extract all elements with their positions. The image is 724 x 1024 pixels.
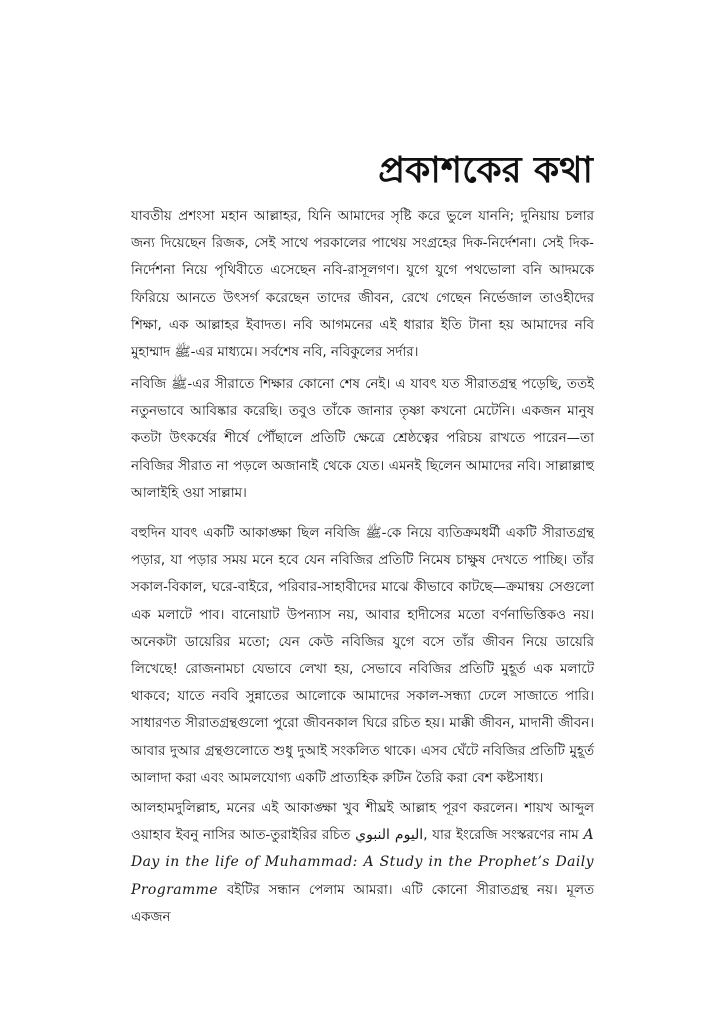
arabic-book-title: اليوم النبوي [355,827,424,844]
paragraph-2: নবিজি ﷺ-এর সীরাতে শিক্ষার কোনো শেষ নেই। এ যাবৎ যত সীরাতগ্রন্থ পড়েছি, ততই নতুনভাবে আবিষ্কার করেছি। তবুও তাঁকে জানার তৃষ্ণা কখনো মেটেনি। একজন মানুষ কতটা উৎকর্ষের শীর্ষে পৌঁছালে প্রতিটি ক্ষেত্রে শ্রেষ্ঠত্বের পরিচয় রাখতে পারেন—তা নবিজির সীরাত না পড়লে অজানাই থেকে যেত। এমনই ছিলেন আমাদের নবি। সাল্লাল্লাহু আলাইহি ওয়া সাল্লাম। [131,377,594,501]
paragraph-4-middle: , যার ইংরেজি সংস্করণের নাম [423,828,584,844]
chapter-title: প্রকাশকের কথা [378,150,593,191]
paragraph-4 [131,795,594,931]
paragraph-1: যাবতীয় প্রশংসা মহান আল্লাহর, যিনি আমাদের সৃষ্টি করে ভুলে যাননি; দুনিয়ায় চলার জন্য দিয়েছেন রিজক, সেই সাথে পরকালের পাথেয় সংগ্রহের দিক-নির্দেশনা। সেই দিক-নির্দেশনা নিয়ে পৃথিবীতে এসেছেন নবি-রাসূলগণ। যুগে যুগে পথভোলা বনি আদমকে ফিরিয়ে আনতে উৎসর্গ করেছেন তাদের জীবন, রেখে গেছেন নির্ভেজাল তাওহীদের শিক্ষা, এক আল্লাহর ইবাদত। নবি আগমনের এই ধারার ইতি টানা হয় আমাদের নবি মুহাম্মাদ ﷺ-এর মাধ্যমে। সর্বশেষ নবি, নবিকুলের সর্দার। [131,209,594,361]
paragraph-3: বহুদিন যাবৎ একটি আকাঙ্ক্ষা ছিল নবিজি ﷺ-কে নিয়ে ব্যতিক্রমধর্মী একটি সীরাতগ্রন্থ পড়ার, যা পড়ার সময় মনে হবে যেন নবিজির প্রতিটি নিমেষ চাক্ষুষ দেখতে পাচ্ছি। তাঁর সকাল-বিকাল, ঘরে-বাইরে, পরিবার-সাহাবীদের মাঝে কীভাবে কাটছে—ক্রমান্বয় সেগুলো এক মলাটে পাব। বানোয়াট উপন্যাস নয়, আবার হাদীসের মতো বর্ণনাভিত্তিকও নয়। অনেকটা ডায়েরির মতো; যেন কেউ নবিজির যুগে বসে তাঁর জীবন নিয়ে ডায়েরি লিখেছে! রোজনামচা যেভাবে লেখা হয়, সেভাবে নবিজির প্রতিটি মুহূর্ত এক মলাটে থাকবে; যাতে নববি সুন্নাতের আলোকে আমাদের সকাল-সন্ধ্যা ঢেলে সাজাতে পারি। সাধারণত সীরাতগ্রন্থগুলো পুরো জীবনকাল ঘিরে রচিত হয়। মাক্কী জীবন, মাদানী জীবন। আবার দুআর গ্রন্থগুলোতে শুধু দুআই সংকলিত থাকে। এসব ঘেঁটে নবিজির প্রতিটি মুহূর্ত আলাদা করা এবং আমলযোগ্য একটি প্রাত্যহিক রুটিন তৈরি করা বেশ কষ্টসাধ্য। [131,526,595,786]
paragraph-4-intro: আলহামদুলিল্লাহ, মনের এই আকাঙ্ক্ষা খুব শীঘ্রই আল্লাহ পূরণ করলেন। শায়খ আব্দুল ওয়াহাব ইবনু নাসির আত-তুরাইরির রচিত [131,801,594,844]
paragraph-4-end: বইটির সন্ধান পেলাম আমরা। এটি কোনো সীরাতগ্রন্থ নয়। মূলত একজন [131,882,594,925]
english-book-title: A Day in the life of Muhammad: A Study in the Prophet’s Daily Programme [131,827,594,898]
